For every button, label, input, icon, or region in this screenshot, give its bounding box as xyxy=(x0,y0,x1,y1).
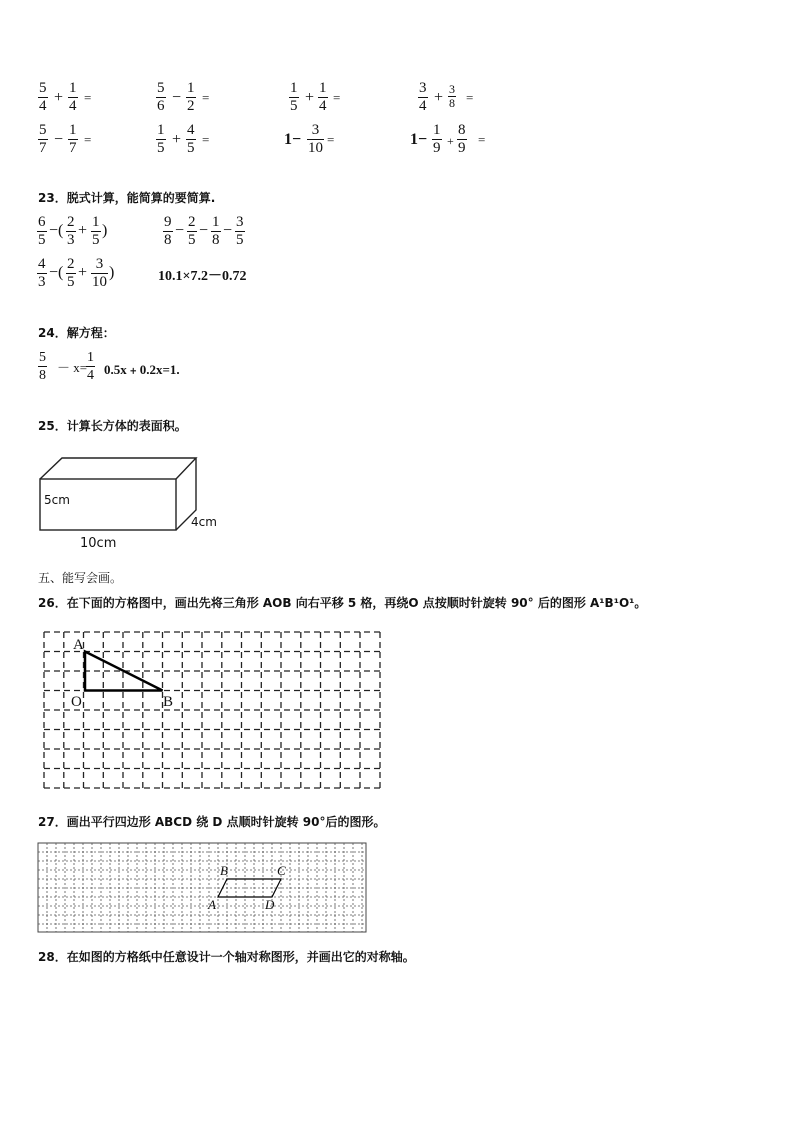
fraction: 3 4 xyxy=(419,80,427,114)
operator: − xyxy=(172,89,182,106)
fraction: 2 3 xyxy=(67,214,75,248)
operator: + xyxy=(78,222,88,239)
fraction: 1 8 xyxy=(212,214,220,248)
fraction: 1 4 xyxy=(319,80,327,114)
operator: + xyxy=(447,134,454,148)
fraction: 5 7 xyxy=(39,122,47,156)
fraction: 1 4 xyxy=(87,350,94,383)
cuboid-length-label: 10cm xyxy=(80,536,117,551)
point-a-label: A xyxy=(73,637,84,653)
fraction: 1 5 xyxy=(157,122,165,156)
fraction: 3 5 xyxy=(236,214,244,248)
operator: − xyxy=(199,222,209,239)
q27-grid xyxy=(36,841,368,935)
fraction: 1 5 xyxy=(92,214,100,248)
point-a-label: A xyxy=(208,897,216,912)
question-24-title: 24．解方程： xyxy=(38,326,115,340)
operator: + xyxy=(172,131,182,148)
fraction: 4 3 xyxy=(38,256,46,290)
equals: = xyxy=(327,132,335,147)
operator: + xyxy=(434,89,444,106)
equals: = xyxy=(466,90,474,105)
point-b-label: B xyxy=(220,863,228,878)
question-25-title: 25．计算长方体的表面积。 xyxy=(38,419,187,433)
cuboid-height-label: 5cm xyxy=(44,493,70,507)
fraction: 6 5 xyxy=(38,214,46,248)
operator: ) xyxy=(102,222,108,239)
equals: = xyxy=(202,132,210,147)
q24-equation-2: 0.5x﹢0.2x=1. xyxy=(104,362,180,377)
section-5-heading: 五、能写会画。 xyxy=(38,571,123,585)
fraction: 1 4 xyxy=(69,80,77,114)
fraction: 9 8 xyxy=(164,214,172,248)
equals: = xyxy=(202,90,210,105)
operator: + xyxy=(54,89,64,106)
q23-expression-4: 10.1×7.2－0.72 xyxy=(158,269,247,284)
equals: = xyxy=(84,132,92,147)
question-23-title: 23．脱式计算，能简算的要简算. xyxy=(38,191,216,205)
point-b-label: B xyxy=(163,694,174,710)
equals: = xyxy=(478,132,486,147)
fraction: 3 8 xyxy=(449,82,455,110)
operator: － x= xyxy=(57,360,88,375)
point-d-label: D xyxy=(265,897,275,912)
operator: −( xyxy=(49,264,64,281)
fraction: 1 2 xyxy=(187,80,195,114)
operator: ) xyxy=(109,264,115,281)
point-c-label: C xyxy=(277,863,286,878)
question-28-title: 28．在如图的方格纸中任意设计一个轴对称图形，并画出它的对称轴。 xyxy=(38,950,415,964)
fraction: 5 4 xyxy=(39,80,47,114)
cuboid-width-label: 4cm xyxy=(191,515,217,529)
prefix: 1− xyxy=(410,131,428,148)
fraction: 8 9 xyxy=(458,122,466,156)
fraction: 1 7 xyxy=(69,122,77,156)
fraction: 2 5 xyxy=(67,256,75,290)
operator: − xyxy=(223,222,233,239)
question-26-title: 26．在下面的方格图中，画出先将三角形 AOB 向右平移 5 格，再绕O 点按顺时针旋转 90° 后的图形 A¹B¹O¹。 xyxy=(38,596,647,610)
fraction: 5 8 xyxy=(39,350,46,383)
fraction: 3 10 xyxy=(308,122,323,156)
operator: − xyxy=(175,222,185,239)
fraction: 1 9 xyxy=(433,122,441,156)
equals: = xyxy=(84,90,92,105)
question-27-title: 27．画出平行四边形 ABCD 绕 D 点顺时针旋转 90°后的图形。 xyxy=(38,815,386,829)
point-o-label: O xyxy=(71,694,82,710)
equals: = xyxy=(333,90,341,105)
operator: −( xyxy=(49,222,64,239)
fraction: 3 10 xyxy=(92,256,107,290)
fraction: 5 6 xyxy=(157,80,165,114)
operator: − xyxy=(54,131,64,148)
fraction: 1 5 xyxy=(290,80,298,114)
q26-grid xyxy=(40,628,385,793)
operator: + xyxy=(78,264,88,281)
fraction: 4 5 xyxy=(187,122,195,156)
prefix: 1− xyxy=(284,131,302,148)
fraction: 2 5 xyxy=(188,214,196,248)
operator: + xyxy=(305,89,315,106)
